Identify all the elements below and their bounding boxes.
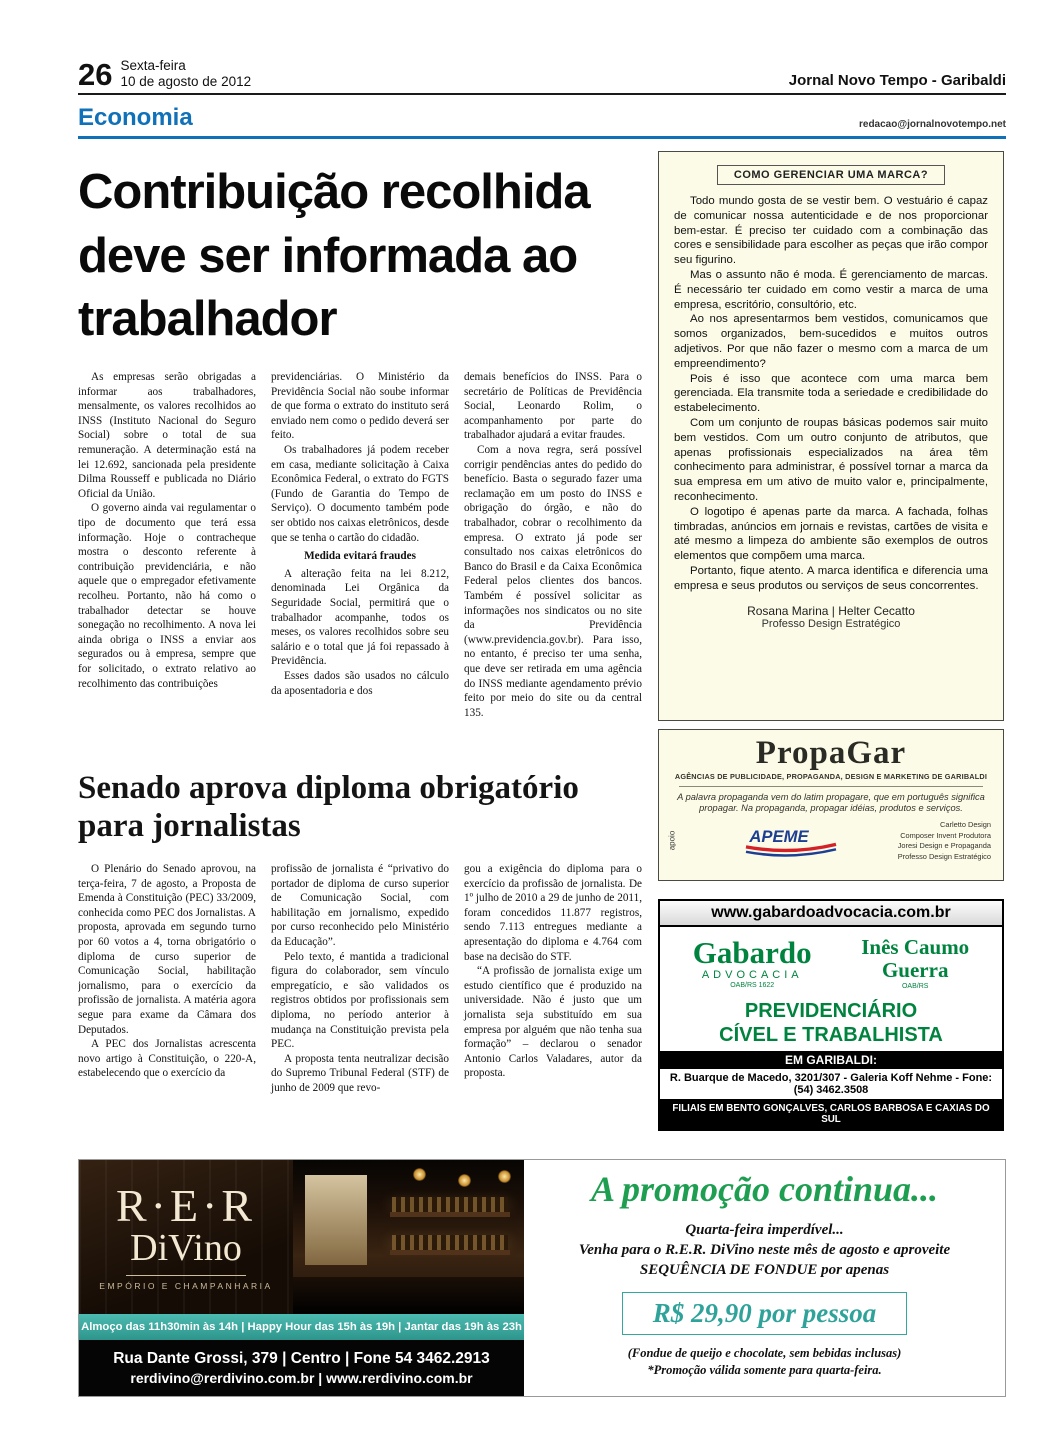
promo-note1: (Fondue de queijo e chocolate, sem bebidas inclusas) — [627, 1346, 902, 1361]
paragraph: gou a exigência do diploma para o exercício da profissão de jornalista. De 1º julho de 2010 a 29 de junho de 2011, foram concedidos 11.877 registros, sendo 7.113 entregues mediante a apresentação do diploma e 4.764 com base na decisão do STF. — [464, 862, 642, 963]
paragraph: O governo ainda vai regulamentar o tipo de documento que terá essa informação. Hoje o contracheque mostra o desconto referente à contribuição previdenciária, e não aquele que o empregador efetivamente recolheu. Portanto, não há como o trabalhador detectar se houve sonegação no recolhimento. A nova lei ainda obriga o INSS a enviar aos segurados ou à empresa, sempre que for solicitado, o extrato relativo ao recolhimento das contribuições — [78, 502, 256, 690]
promo-price: R$ 29,90 por pessoa — [622, 1292, 908, 1335]
apeme-logo-text: APEME — [749, 827, 809, 847]
apoio-label-wrap — [667, 823, 685, 859]
rer-logo-name: DiVino — [130, 1227, 242, 1270]
section-title: Economia — [78, 104, 193, 132]
paragraph: demais benefícios do INSS. Para o secretário de Políticas de Previdência Social, Leonardo Rolim, o acompanhamento por parte do trabalhador ajudará a evitar fraudes. — [464, 371, 642, 442]
promo-line1: Quarta-feira imperdível... — [685, 1221, 844, 1238]
promo-line3: SEQUÊNCIA DE FONDUE por apenas — [639, 1262, 890, 1279]
paragraph: Com a nova regra, será possível corrigir pendências antes do pedido do benefício. Basta o segurado fazer uma reclamação em um posto do INSS e obrigação do órgão, e não do trabalhador, cobrar o recolhimento da empresa. O extrato já pode ser consultado nos caixas eletrônicos do Banco do Brasil e da Caixa Econômica Federal pelos clientes dos bancos. Também é possível solicitar as informações nos sindicatos ou no site da Previdência (www.previdencia.gov.br). Para isso, no entanto, é preciso ter uma senha, que deve ser retirada em uma agência do INSS mediante agendamento prévio feito por meio do site ou da central 135. — [464, 444, 642, 719]
article2-headline: Senado aprova diploma obrigatório para jornalistas — [78, 770, 579, 845]
gabardo-firm-logo — [693, 937, 812, 989]
edition-date: 10 de agosto de 2012 — [120, 73, 252, 89]
editorial-column — [78, 151, 642, 1131]
rer-top-row — [79, 1160, 524, 1314]
article1-col2-bottom — [271, 567, 449, 698]
lawyer-oab: OAB/RS — [901, 983, 929, 991]
gabardo-ad — [658, 899, 1004, 1131]
rer-address: Rua Dante Grossi, 379 | Centro | Fone 54 3462.2913 — [113, 1350, 490, 1367]
brand-column-byline: Rosana Marina | Helter Cecatto — [747, 603, 915, 618]
gabardo-firm-name: Gabardo — [692, 935, 812, 971]
gabardo-service-line2: CÍVEL E TRABALHISTA — [719, 1024, 943, 1047]
promo-title: A promoção continua... — [590, 1169, 939, 1209]
photo-pendant-light — [498, 1170, 511, 1183]
paragraph: Professo Design Estratégico — [897, 852, 991, 862]
paragraph: “A profissão de jornalista exige um estudo científico que é produzido na universidade. Não é justo que um jornalista seja substituído em sua empresa por alguém que não tenha sua formação” – declarou o senador Antonio Carlos Valadares, autor da proposta. — [464, 965, 642, 1080]
rer-promo-panel — [524, 1160, 1005, 1396]
article1-headline: Contribuição recolhida deve ser informada ao trabalhador — [78, 165, 590, 347]
article1-col1 — [78, 370, 256, 752]
paragraph: O logotipo é apenas parte da marca. A fachada, folhas timbradas, anúncios em jornais e revistas, cartões de visita e até mesmo a limpeza do ambiente são exemplos de outros elementos que compõem uma marca. — [674, 505, 988, 563]
rer-divino-ad — [78, 1159, 1006, 1397]
lawyer-name-line2: Guerra — [881, 958, 949, 983]
design-credits — [898, 820, 991, 863]
sidebar — [658, 151, 1004, 1131]
article2-col3 — [464, 862, 642, 1114]
page-number: 26 — [78, 57, 113, 93]
paragraph: Pois é isso que acontece com uma marca bem gerenciada. Ela transmite toda a seriedade e credibilidade do estabelecimento. — [674, 372, 988, 415]
article1-subhead: Medida evitará fraudes — [304, 550, 416, 563]
contact-email: redacao@jornalnovotempo.net — [859, 119, 1006, 131]
divider — [679, 786, 983, 787]
page-content — [78, 0, 1006, 1131]
paragraph: profissão de jornalista é “privativo do portador de diploma de curso superior de Comunicação Social, com habilitação em jornalismo, expedido por curso reconhecido pelo Ministério da Educação”. — [271, 862, 449, 948]
apoio-label: apoio — [667, 831, 677, 851]
paragraph: Todo mundo gosta de se vestir bem. O vestuário é capaz de comunicar nossa autenticidade e de nos proporcionar bem-estar. É preciso ter cuidado com a combinação das cores e sensibilidade para escolher as peças que irão compor seu figurino. — [674, 195, 988, 267]
brand-column-title: COMO GERENCIAR UMA MARCA? — [717, 165, 945, 185]
article1-col2-top — [271, 370, 449, 545]
paragraph: As empresas serão obrigadas a informar aos trabalhadores, mensalmente, os valores recolhidos ao INSS (Instituto Nacional do Seguro Social) sobre o total de sua remuneração. A determinação está na lei 12.692, sancionada pela presidente Dilma Rousseff e publicada no Diário Oficial da União. — [78, 371, 256, 500]
article1-col3 — [464, 370, 642, 752]
gabardo-logos-row — [660, 927, 1002, 999]
rer-logo-panel — [79, 1160, 293, 1314]
brand-column-text — [674, 194, 988, 594]
rer-logo-initials: R·E·R — [115, 1180, 257, 1232]
divider — [126, 1275, 246, 1276]
article2-body — [78, 862, 642, 1114]
rer-logo-subtitle: EMPÓRIO E CHAMPANHARIA — [99, 1280, 273, 1291]
apeme-logo — [741, 823, 841, 859]
photo-bottles — [392, 1197, 508, 1212]
photo-bar-counter — [293, 1277, 524, 1314]
photo-doorway-light — [305, 1175, 367, 1264]
paragraph: Os trabalhadores já podem receber em casa, mediante solicitação à Caixa Econômica Federal, o extrato do FGTS (Fundo de Garantia do Tempo de Serviço). O documento também pode ser obtido nos caixas eletrônicos, desde que se tenha o cartão do cidadão. — [271, 444, 449, 544]
paragraph: Composer Invent Produtora — [900, 830, 991, 840]
photo-pendant-light — [458, 1174, 471, 1187]
paragraph: A proposta tenta neutralizar decisão do Supremo Tribunal Federal (STF) de junho de 2009 que revo- — [271, 1052, 449, 1094]
paragraph: Portanto, fique atento. A marca identifica e diferencia uma empresa e seus produtos ou serviços de seus concorrentes. — [674, 564, 988, 592]
paragraph: O Plenário do Senado aprovou, na terça-feira, 7 de agosto, a Proposta de Emenda à Constituição (PEC) 33/2009, conhecida como PEC dos Jornalistas. A proposta, aprovada em segundo turno por 60 votos a 4, torna obrigatório o diploma de curso superior de Comunicação Social, habilitação jornalismo, para o exercício da profissão de jornalista. A matéria agora segue para exame da Câmara dos Deputados. — [78, 862, 256, 1036]
brand-column-title-wrap — [674, 165, 988, 185]
photo-shelf — [390, 1250, 510, 1255]
paragraph: Mas o assunto não é moda. É gerenciamento de marcas. É necessário ter cuidado em como vestir a marca de uma empresa, escritório, consultório, etc. — [674, 269, 988, 311]
main-grid — [78, 151, 1006, 1131]
gabardo-firm-subtitle: ADVOCACIA — [701, 969, 803, 982]
edition-date-block — [120, 58, 251, 89]
propagar-logo: PropaGar — [755, 735, 907, 772]
photo-shelf — [390, 1212, 510, 1217]
paragraph: Ao nos apresentarmos bem vestidos, comunicamos que somos organizados, bem-sucedidos e muitos outros adjetivos. Por que não fazer o mesmo com a marca de um empreendimento? — [674, 313, 988, 370]
rer-contact-block — [79, 1340, 524, 1396]
bar-interior-photo — [293, 1160, 524, 1314]
paragraph: Pelo texto, é mantida a tradicional figura do colaborador, sem vínculo empregatício, e são validados os registros obtidos por profissionais sem diploma, no período anterior à mudança na Constituição prevista pela PEC. — [271, 950, 449, 1051]
paragraph: Esses dados são usados no cálculo da aposentadoria e dos — [271, 669, 449, 697]
gabardo-url: www.gabardoadvocacia.com.br — [660, 901, 1002, 927]
propagar-tagline: AGÊNCIAS DE PUBLICIDADE, PROPAGANDA, DESIGN E MARKETING DE GARIBALDI — [674, 771, 988, 781]
brand-column-box — [658, 151, 1004, 721]
rer-left-block — [79, 1160, 524, 1396]
edition-day: Sexta-feira — [120, 58, 186, 73]
propagar-description: A palavra propaganda vem do latim propagare, que em português significa propagar. Na propaganda, propagar idéias, produtos e serviços. — [677, 791, 985, 814]
paragraph: Carletto Design — [940, 819, 991, 829]
rer-hours-bar: Almoço das 11h30min às 14h | Happy Hour das 15h às 19h | Jantar das 19h às 23h — [79, 1314, 524, 1340]
propagar-box — [658, 729, 1004, 881]
lawyer-name-line1: Inês Caumo — [861, 934, 970, 959]
gabardo-firm-oab: OAB/RS 1622 — [730, 982, 775, 990]
page-header — [78, 0, 1006, 95]
gabardo-lawyer-name — [861, 936, 969, 990]
paragraph: Joresi Design e Propaganda — [897, 841, 991, 851]
propagar-footer — [667, 819, 991, 863]
paragraph: A alteração feita na lei 8.212, denominada Lei Orgânica da Seguridade Social, permitirá que o trabalhador acompanhe, todos os meses, os valores recolhidos sobre seu salário e o total que já foi repassado à Previdência. — [271, 567, 449, 668]
gabardo-address: R. Buarque de Macedo, 3201/307 - Galeria Koff Nehme - Fone: (54) 3462.3508 — [669, 1072, 993, 1097]
brand-column-byline2: Professo Design Estratégico — [761, 617, 901, 630]
section-header — [78, 104, 1006, 139]
article2-col2 — [271, 862, 449, 1114]
photo-pendant-light — [413, 1168, 426, 1181]
paragraph: previdenciárias. O Ministério da Previdência Social não soube informar de que forma o extrato do instituto será enviado nem como o pedido deverá ser feito. — [271, 371, 449, 442]
article1-body — [78, 370, 642, 752]
promo-line2: Venha para o R.E.R. DiVino neste mês de agosto e aproveite — [578, 1241, 951, 1258]
promo-note2: *Promoção válida somente para quarta-feira. — [647, 1363, 882, 1378]
paragraph: A PEC dos Jornalistas acrescenta novo artigo à Constituição, o 220-A, estabelecendo que o exercício da — [78, 1038, 256, 1080]
article1-col2 — [271, 370, 449, 752]
article2-col1 — [78, 862, 256, 1114]
rer-website: rerdivino@rerdivino.com.br | www.rerdivino.com.br — [130, 1370, 473, 1386]
edition-block — [78, 57, 252, 93]
newspaper-name: Jornal Novo Tempo - Garibaldi — [788, 72, 1006, 90]
gabardo-service-line1: PREVIDENCIÁRIO — [744, 1000, 918, 1023]
photo-bottles — [392, 1235, 508, 1250]
paragraph: Com um conjunto de roupas básicas podemos sair muito bem vestidos. Com um outro conjunto de atributos, que apenas profissionais especializados na área têm conhecimento para administrar, é possível tornar a marca da sua empresa em um ativo de muito valor e, principalmente, reconhecimento. — [674, 416, 988, 503]
gabardo-city-bar: EM GARIBALDI: — [660, 1051, 1002, 1069]
gabardo-branches-bar: FILIAIS EM BENTO GONÇALVES, CARLOS BARBOSA E CAXIAS DO SUL — [660, 1099, 1002, 1129]
